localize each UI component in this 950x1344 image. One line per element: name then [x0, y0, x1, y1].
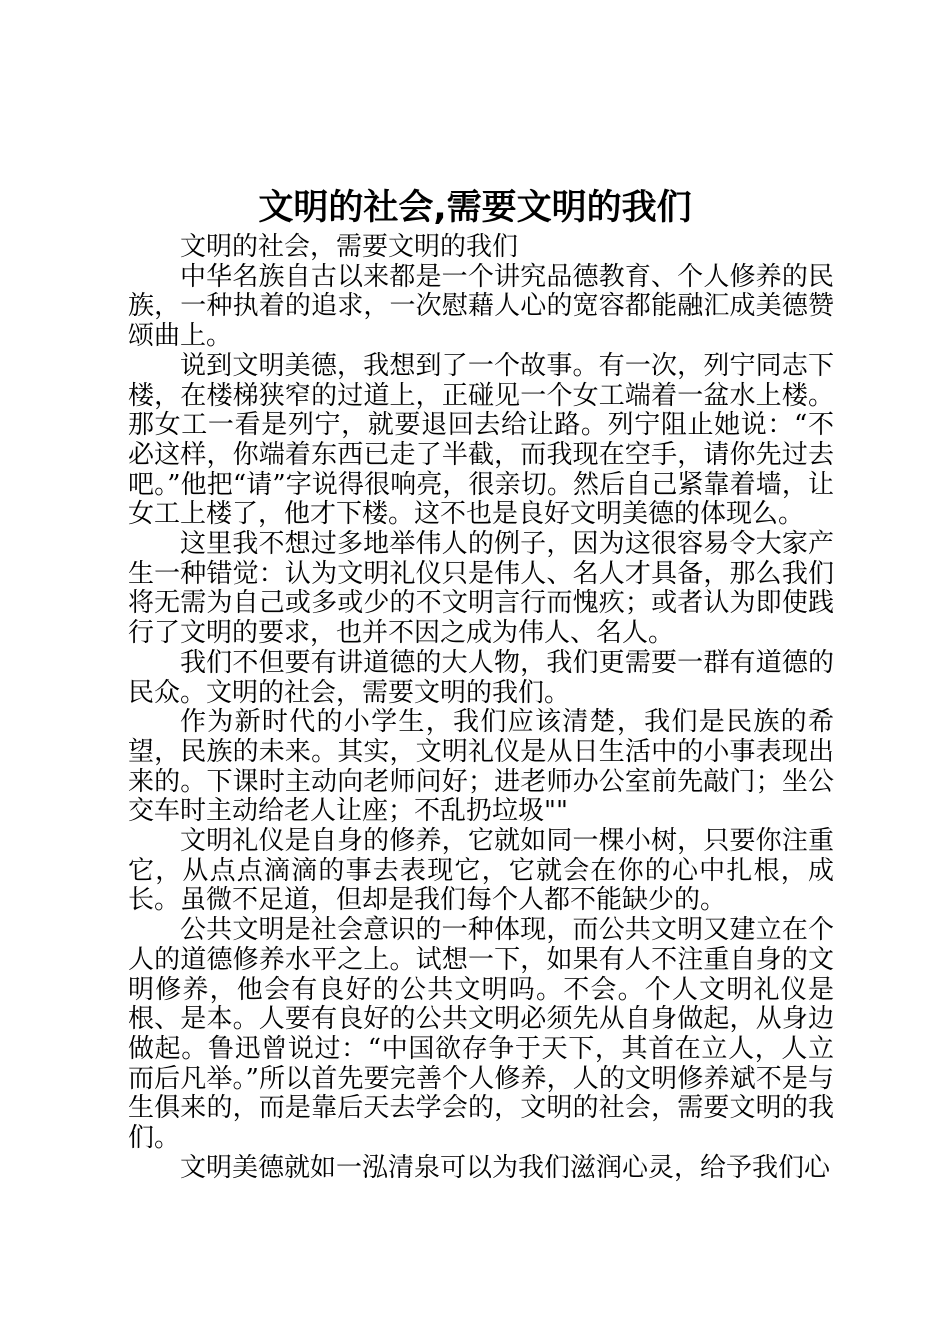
paragraph: 文明礼仪是自身的修养，它就如同一棵小树，只要你注重它，从点点滴滴的事去表现它，它就会在你的心中扎根，成长。虽微不足道，但却是我们每个人都不能缺少的。: [128, 826, 834, 916]
paragraph: 文明的社会，需要文明的我们: [180, 232, 519, 262]
document-body: [128, 233, 834, 1184]
paragraph: 我们不但要有讲道德的大人物，我们更需要一群有道德的民众。文明的社会，需要文明的我们。: [128, 647, 834, 708]
paragraph: 文明美德就如一泓清泉可以为我们滋润心灵，给予我们心: [180, 1152, 831, 1183]
paragraph: 中华名族自古以来都是一个讲究品德教育、个人修养的民族，一种执着的追求，一次慰藉人心的宽容都能融汇成美德赞颂曲上。: [128, 261, 834, 352]
paragraph: 说到文明美德，我想到了一个故事。有一次，列宁同志下楼，在楼梯狭窄的过道上，正碰见一个女工端着一盆水上楼。那女工一看是列宁，就要退回去给让路。列宁阻止她说：“不必这样，你端着东西已走了半截，而我现在空手，请你先过去吧。”他把“请”字说得很响亮，很亲切。然后自己紧靠着墙，让女工上楼了，他才下楼。这不也是良好文明美德的体现么。: [128, 350, 834, 530]
paragraph: 作为新时代的小学生，我们应该清楚，我们是民族的希望，民族的未来。其实，文明礼仪是从日生活中的小事表现出来的。下课时主动向老师问好；进老师办公室前先敲门；坐公交车时主动给老人让座；不乱扔垃圾"": [128, 707, 834, 827]
paragraph: 公共文明是社会意识的一种体现，而公共文明又建立在个人的道德修养水平之上。试想一下，如果有人不注重自身的文明修养，他会有良好的公共文明吗。不会。个人文明礼仪是根、是本。人要有良好的公共文明必须先从自身做起，从身边做起。鲁迅曾说过：“中国欲存争于天下，其首在立人，人立而后凡举。”所以首先要完善个人修养，人的文明修养斌不是与生俱来的，而是靠后天去学会的，文明的社会，需要文明的我们。: [128, 915, 834, 1154]
paragraph: 这里我不想过多地举伟人的例子，因为这很容易令大家产生一种错觉：认为文明礼仪只是伟人、名人才具备，那么我们将无需为自己或多或少的不文明言行而愧疚；或者认为即使践行了文明的要求，也并不因之成为伟人、名人。: [128, 529, 834, 649]
document-title: 文明的社会,需要文明的我们: [258, 188, 692, 228]
